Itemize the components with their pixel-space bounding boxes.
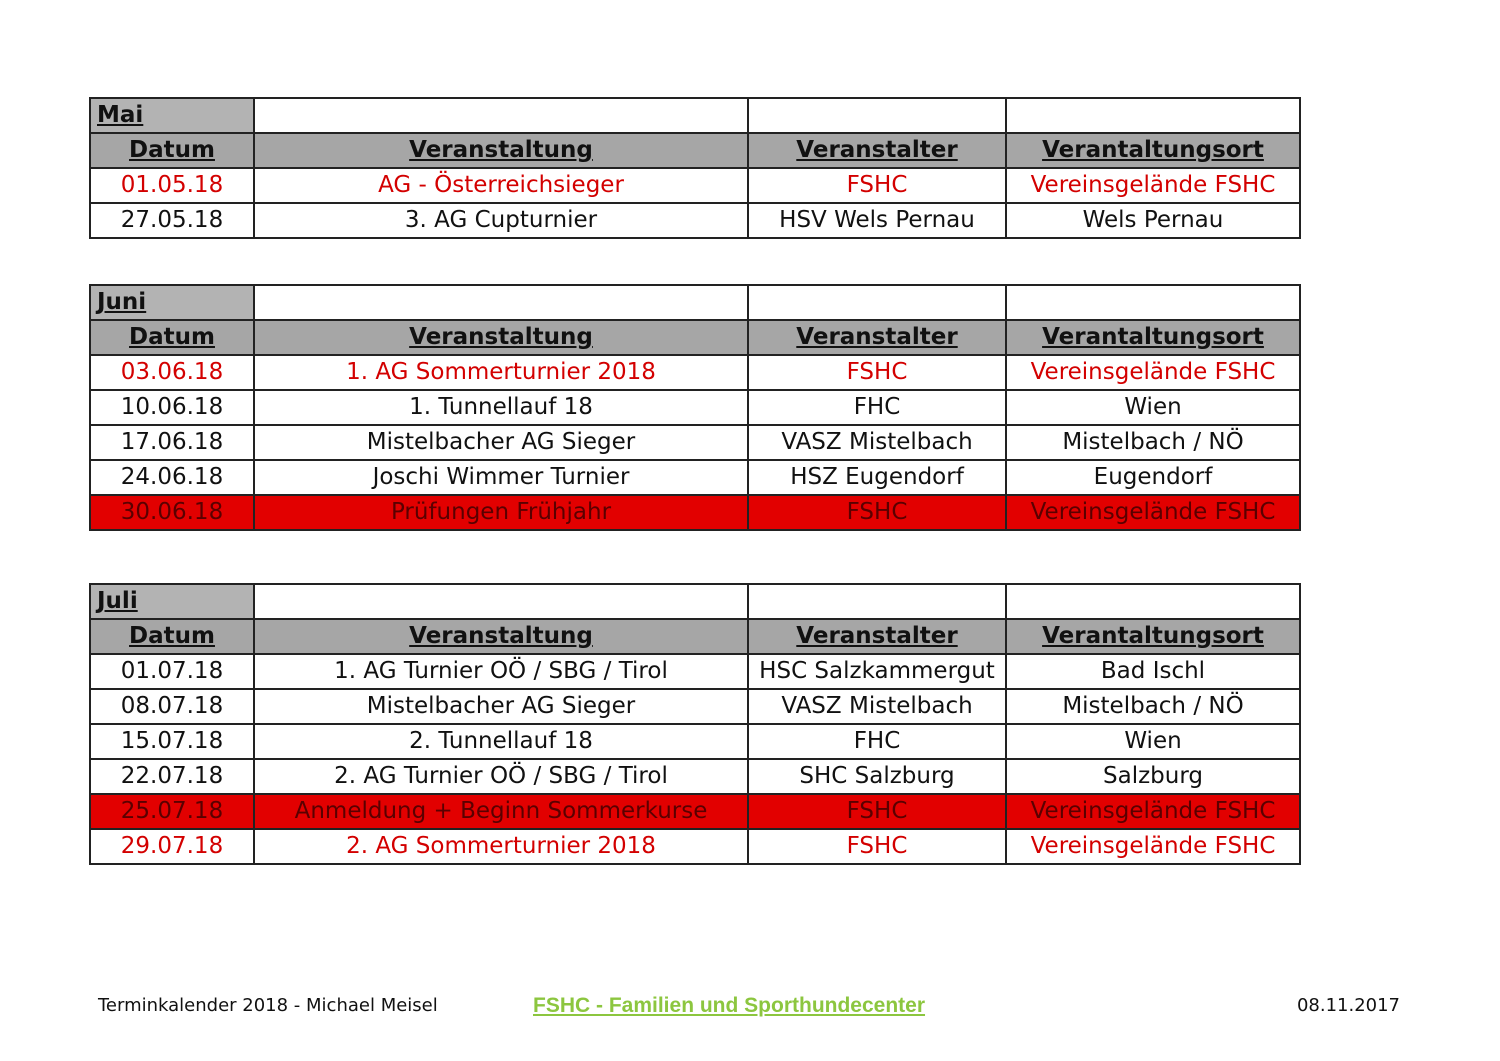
cell-ort: Wien: [1006, 724, 1300, 759]
month-table-juli: [89, 583, 1301, 865]
cell-ort: Salzburg: [1006, 759, 1300, 794]
table-row: [90, 689, 1300, 724]
cell-veranstaltung: 3. AG Cupturnier: [254, 203, 748, 238]
cell-ort: Vereinsgelände FSHC: [1006, 355, 1300, 390]
cell-veranstalter: FSHC: [748, 355, 1006, 390]
cell-veranstaltung: 2. AG Sommerturnier 2018: [254, 829, 748, 864]
cell-ort: Wels Pernau: [1006, 203, 1300, 238]
header-ort: Verantaltungsort: [1006, 133, 1300, 168]
cell-veranstaltung: 1. AG Sommerturnier 2018: [254, 355, 748, 390]
footer-author: Terminkalender 2018 - Michael Meisel: [98, 995, 438, 1016]
header-veranstalter: Veranstalter: [748, 133, 1006, 168]
cell-veranstalter: FSHC: [748, 168, 1006, 203]
cell-veranstaltung: Joschi Wimmer Turnier: [254, 460, 748, 495]
cell-datum: 17.06.18: [90, 425, 254, 460]
header-row: [90, 619, 1300, 654]
table-row: [90, 425, 1300, 460]
month-title: Juli: [90, 584, 254, 619]
cell-veranstaltung: Anmeldung + Beginn Sommerkurse: [254, 794, 748, 829]
table-row: [90, 495, 1300, 530]
cell-ort: Mistelbach / NÖ: [1006, 689, 1300, 724]
cell-veranstaltung: Prüfungen Frühjahr: [254, 495, 748, 530]
cell-datum: 29.07.18: [90, 829, 254, 864]
cell-ort: Vereinsgelände FSHC: [1006, 168, 1300, 203]
cell-veranstalter: SHC Salzburg: [748, 759, 1006, 794]
cell-veranstalter: VASZ Mistelbach: [748, 689, 1006, 724]
footer-organization: FSHC - Familien und Sporthundecenter: [533, 994, 926, 1017]
cell-veranstalter: FHC: [748, 724, 1006, 759]
cell-datum: 22.07.18: [90, 759, 254, 794]
cell-veranstaltung: AG - Österreichsieger: [254, 168, 748, 203]
month-title: Juni: [90, 285, 254, 320]
header-datum: Datum: [90, 320, 254, 355]
header-veranstalter: Veranstalter: [748, 619, 1006, 654]
table-row: [90, 724, 1300, 759]
header-veranstaltung: Veranstaltung: [254, 133, 748, 168]
table-row: [90, 460, 1300, 495]
header-veranstaltung: Veranstaltung: [254, 320, 748, 355]
table-row: [90, 759, 1300, 794]
month-title-row: [90, 285, 1300, 320]
cell-datum: 03.06.18: [90, 355, 254, 390]
table-row: [90, 390, 1300, 425]
cell-datum: 27.05.18: [90, 203, 254, 238]
header-veranstalter: Veranstalter: [748, 320, 1006, 355]
month-title-row: [90, 98, 1300, 133]
table-row: [90, 794, 1300, 829]
cell-datum: 01.07.18: [90, 654, 254, 689]
header-datum: Datum: [90, 619, 254, 654]
cell-veranstalter: FSHC: [748, 495, 1006, 530]
footer-date: 08.11.2017: [1296, 995, 1400, 1016]
cell-veranstaltung: 2. AG Turnier OÖ / SBG / Tirol: [254, 759, 748, 794]
cell-veranstalter: FSHC: [748, 829, 1006, 864]
header-veranstaltung: Veranstaltung: [254, 619, 748, 654]
cell-veranstaltung: 1. Tunnellauf 18: [254, 390, 748, 425]
cell-veranstalter: VASZ Mistelbach: [748, 425, 1006, 460]
cell-veranstalter: HSV Wels Pernau: [748, 203, 1006, 238]
cell-veranstalter: FSHC: [748, 794, 1006, 829]
month-table-juni: [89, 284, 1301, 531]
table-row: [90, 203, 1300, 238]
cell-datum: 10.06.18: [90, 390, 254, 425]
cell-veranstaltung: Mistelbacher AG Sieger: [254, 689, 748, 724]
cell-datum: 15.07.18: [90, 724, 254, 759]
header-ort: Verantaltungsort: [1006, 320, 1300, 355]
cell-ort: Vereinsgelände FSHC: [1006, 794, 1300, 829]
month-title-row: [90, 584, 1300, 619]
cell-veranstaltung: 1. AG Turnier OÖ / SBG / Tirol: [254, 654, 748, 689]
table-row: [90, 654, 1300, 689]
cell-veranstalter: HSZ Eugendorf: [748, 460, 1006, 495]
cell-veranstaltung: Mistelbacher AG Sieger: [254, 425, 748, 460]
cell-datum: 08.07.18: [90, 689, 254, 724]
cell-datum: 30.06.18: [90, 495, 254, 530]
cell-ort: Bad Ischl: [1006, 654, 1300, 689]
cell-datum: 01.05.18: [90, 168, 254, 203]
cell-datum: 25.07.18: [90, 794, 254, 829]
cell-ort: Vereinsgelände FSHC: [1006, 495, 1300, 530]
header-ort: Verantaltungsort: [1006, 619, 1300, 654]
table-row: [90, 829, 1300, 864]
header-row: [90, 133, 1300, 168]
header-row: [90, 320, 1300, 355]
cell-veranstaltung: 2. Tunnellauf 18: [254, 724, 748, 759]
header-datum: Datum: [90, 133, 254, 168]
cell-ort: Wien: [1006, 390, 1300, 425]
cell-datum: 24.06.18: [90, 460, 254, 495]
cell-ort: Eugendorf: [1006, 460, 1300, 495]
table-row: [90, 168, 1300, 203]
month-title: Mai: [90, 98, 254, 133]
cell-ort: Mistelbach / NÖ: [1006, 425, 1300, 460]
month-table-mai: [89, 97, 1301, 239]
cell-veranstalter: HSC Salzkammergut: [748, 654, 1006, 689]
cell-veranstalter: FHC: [748, 390, 1006, 425]
cell-ort: Vereinsgelände FSHC: [1006, 829, 1300, 864]
table-row: [90, 355, 1300, 390]
